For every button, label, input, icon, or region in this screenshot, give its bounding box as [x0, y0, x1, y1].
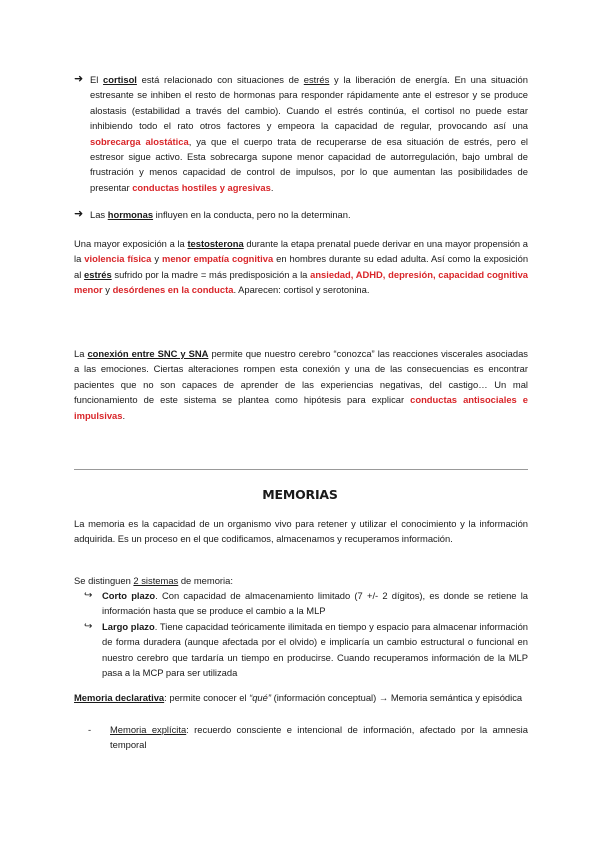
paragraph-sistemas: Se distinguen 2 sistemas de memoria:	[74, 575, 233, 586]
bullet-hormonas-text: Las hormonas influyen en la conducta, pero no la determinan.	[90, 209, 351, 220]
highlight-conductas: conductas hostiles y agresivas	[132, 181, 271, 193]
term-estres: estrés	[303, 74, 330, 85]
section-title: MEMORIAS	[262, 487, 338, 502]
highlight-sobrecarga: sobrecarga alostática	[90, 135, 189, 147]
arrow-bullet-icon: ➜	[74, 208, 84, 220]
term-estres: estrés	[84, 268, 112, 280]
paragraph-testosterona: Una mayor exposición a la testosterona durante la etapa prenatal puede derivar en una mayor propensión a la violencia física y menor empatía cognitiva en hombres durante su edad adulta. Así como la exposición al estrés sufrido por la madre = más predisposición a la ansiedad, ADHD, depresión, capacidad cognitiva menor y desórdenes en la conducta. Aparecen: cortisol y serotonina.	[74, 238, 529, 296]
term-conexion: conexión entre SNC y SNA	[87, 348, 209, 359]
term-cortisol: cortisol	[103, 74, 137, 85]
paragraph-declarativa: Memoria declarativa: permite conocer el “qué” (información conceptual) → Memoria semántica y episódica	[74, 692, 523, 703]
term-memoria-declarativa: Memoria declarativa	[74, 692, 165, 703]
arrow-bullet-icon: ➜	[74, 73, 84, 85]
paragraph-conexion: La conexión entre SNC y SNA permite que nuestro cerebro “conozca” las reacciones viscerales asociadas a las emociones. Ciertas alteraciones rompen esta conexión y una de las consecuencias es encontrar pacientes que no son capaces de aprender de las experiencias negativas, del castigo… Un mal funcionamiento de este sistema se plantea como hipótesis para explicar conductas antisociales e impulsivas.	[74, 348, 529, 421]
bullet-cortisol-text: El cortisol está relacionado con situaciones de estrés y la liberación de energía. En una situación estresante se inhiben el resto de hormonas para responder rápidamente ante el estresor y se produce alostasis (estabilidad a través del cambio). Cuando el estrés continúa, el cortisol no puede estar inhibiendo todo el rato otros factores y empeora la capacidad de regular, provocando así una sobrecarga alostática, ya que el cuerpo trata de recuperarse de esa situación de estrés, pero el estresor sigue activo. Esta sobrecarga supone menor capacidad de autorregulación, bajo umbral de frustración y menos capacidad de control de impulsos, por lo que aumentan las posibilidades de presentar conductas hostiles y agresivas.	[90, 74, 528, 193]
paragraph-memoria-intro: La memoria es la capacidad de un organismo vivo para retener y utilizar el conocimiento y la información adquirida. Es un proceso en el que codificamos, almacenamos y recuperamos información.	[74, 518, 528, 545]
highlight-conductas-antisociales: conductas antisociales e impulsivas	[74, 394, 529, 421]
hook-arrow-icon: ↪	[84, 621, 93, 632]
dash-marker: -	[88, 724, 92, 735]
list-item-corto-plazo: ↪ Corto plazo. Con capacidad de almacenamiento limitado (7 +/- 2 dígitos), es donde se retiene la información hasta que se produce el cambio a la MLP	[84, 590, 528, 617]
highlight-efectos: ansiedad, ADHD, depresión, capacidad cognitiva menor	[74, 268, 529, 296]
term-memoria-explicita: Memoria explícita	[110, 724, 187, 735]
term-sistemas: 2 sistemas	[133, 575, 179, 586]
term-que: “qué”	[249, 692, 271, 703]
section-divider	[74, 469, 528, 470]
hook-arrow-icon: ↪	[84, 590, 93, 601]
label-largo-plazo: Largo plazo	[102, 621, 155, 632]
term-hormonas: hormonas	[107, 209, 154, 220]
highlight-desordenes: desórdenes en la conducta	[112, 284, 234, 296]
list-item-explicita: - Memoria explícita: recuerdo consciente e intencional de información, afectado por la amnesia temporal	[88, 724, 528, 751]
highlight-violencia: violencia física	[84, 253, 152, 265]
bullet-hormonas	[74, 207, 528, 222]
highlight-empatia: menor empatía cognitiva	[162, 253, 274, 265]
term-testosterona: testosterona	[187, 238, 244, 249]
label-corto-plazo: Corto plazo	[102, 590, 156, 601]
list-item-largo-plazo: ↪ Largo plazo. Tiene capacidad teóricamente ilimitada en tiempo y espacio para almacenar información de forma duradera (aunque afectada por el olvido) e implicaría un cambio estructural o funcional en nuestro cerebro que tardaría un tiempo en producirse. Cuando recuperamos información de la MLP pasa a la MCP para ser utilizada	[84, 621, 528, 679]
bullet-cortisol	[74, 72, 528, 195]
